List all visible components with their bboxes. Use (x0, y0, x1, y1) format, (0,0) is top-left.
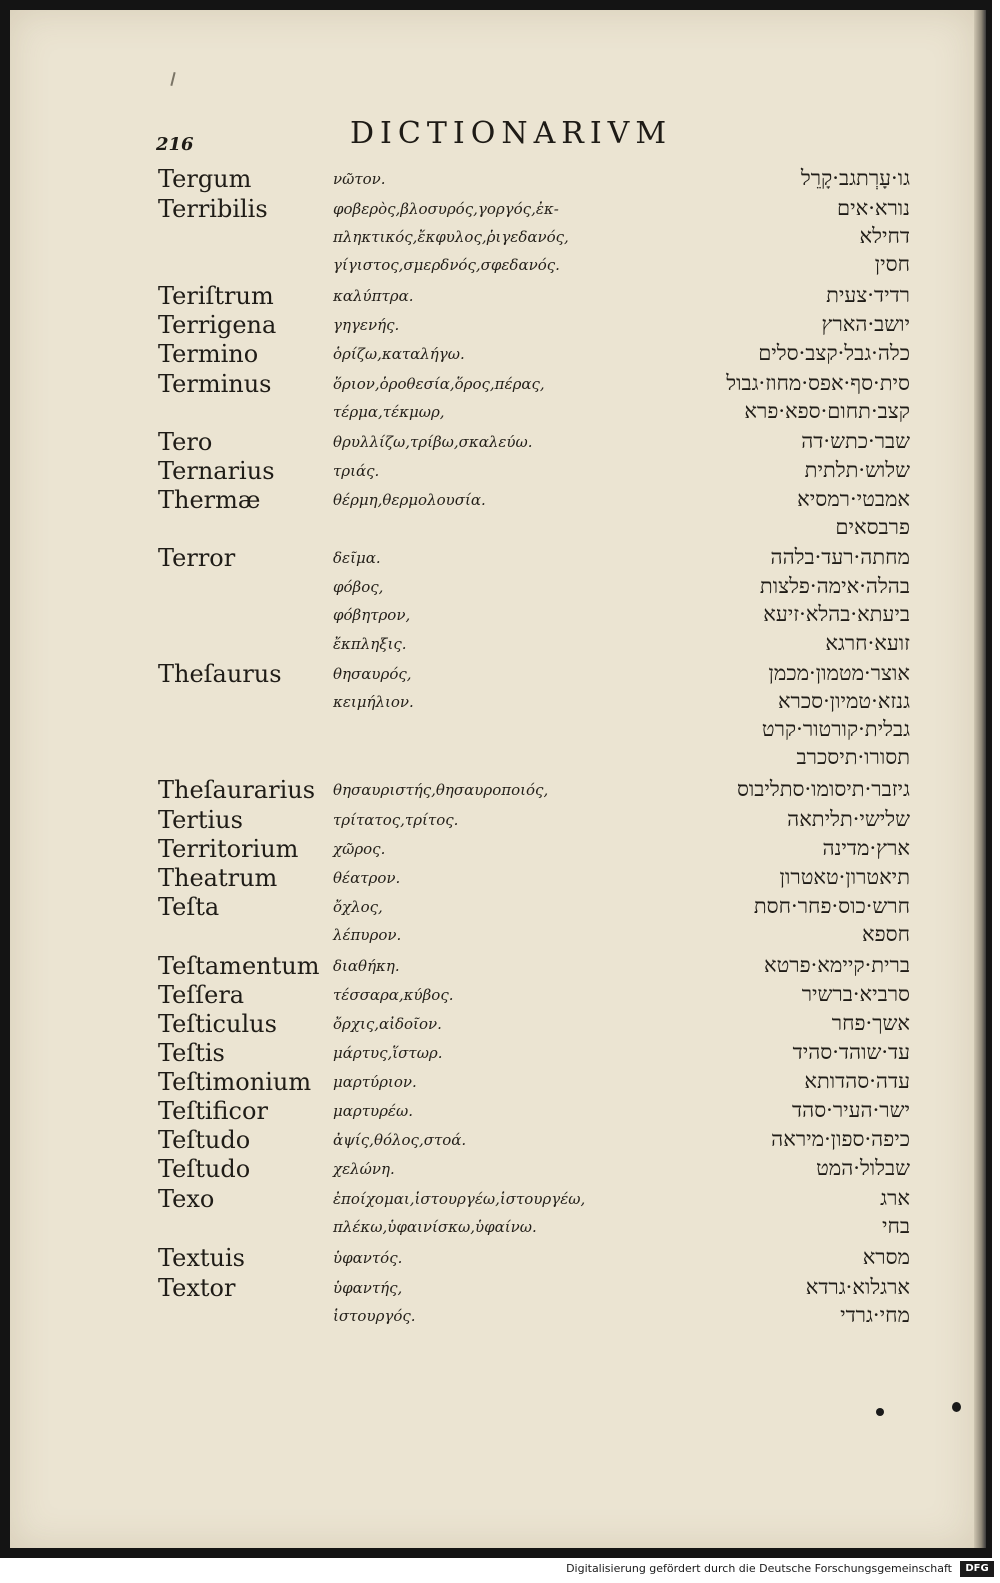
hebrew-gloss: סית·סף·אפס·מחוז·גבול (726, 371, 910, 395)
dictionary-entry (0, 223, 1000, 251)
greek-gloss: λέπυρον. (333, 926, 402, 944)
hebrew-gloss: מחתה·רעד·בלהה (770, 545, 910, 569)
dictionary-entry (0, 251, 1000, 279)
greek-gloss: ὄχλος, (333, 898, 383, 916)
latin-headword: Tergum (158, 165, 252, 193)
hebrew-gloss: שבר·כתש·דה (801, 429, 910, 453)
dictionary-entry (0, 1039, 1000, 1067)
greek-gloss: θέρμη,θερμολουσία. (333, 491, 486, 509)
latin-headword: Termino (158, 340, 259, 368)
hebrew-gloss: גו·עָרְתגב·קָרֵל (800, 166, 910, 190)
latin-headword: Teſſera (158, 981, 245, 1009)
dictionary-entry (0, 282, 1000, 310)
greek-gloss: χῶρος. (333, 840, 386, 858)
greek-gloss: γίγιστος,σμερδνός,σφεδανός. (333, 256, 560, 274)
greek-gloss: θησαυριστής,θησαυροποιός, (333, 781, 549, 799)
greek-gloss: ὑφαντός. (333, 1249, 403, 1267)
greek-gloss: πληκτικός,ἔκφυλος,ῥιγεδανός, (333, 228, 569, 246)
latin-headword: Textuis (158, 1244, 245, 1272)
latin-headword: Theatrum (158, 864, 278, 892)
greek-gloss: τέρμα,τέκμωρ, (333, 403, 445, 421)
greek-gloss: ὑφαντής, (333, 1279, 403, 1297)
greek-gloss: θέατρον. (333, 869, 401, 887)
hebrew-gloss: שלישי·תליתאה (787, 807, 910, 831)
greek-gloss: τριάς. (333, 462, 380, 480)
dictionary-entry (0, 457, 1000, 485)
hebrew-gloss: שלוש·תלתית (804, 458, 910, 482)
latin-headword: Terribilis (158, 195, 268, 223)
hebrew-gloss: פרבסאים (835, 515, 910, 539)
hebrew-gloss: חסין (874, 252, 910, 276)
hebrew-gloss: מסרא (862, 1245, 910, 1269)
dictionary-entry (0, 864, 1000, 892)
hebrew-gloss: רדיד·צעית (826, 283, 910, 307)
hebrew-gloss: זועא·חרגא (825, 631, 910, 655)
dictionary-entry (0, 744, 1000, 772)
greek-gloss: φόβος, (333, 578, 384, 596)
greek-gloss: ὁρίζω,καταλήγω. (333, 345, 465, 363)
dictionary-entry (0, 1068, 1000, 1096)
hebrew-gloss: עד·שוהד·סהיד (792, 1040, 910, 1064)
greek-gloss: φοβερὸς,βλοσυρός,γοργός,ἐκ- (333, 200, 559, 218)
hebrew-gloss: מחי·גרדי (840, 1303, 910, 1327)
latin-headword: Terrigena (158, 311, 277, 339)
dictionary-entry (0, 514, 1000, 542)
dictionary-entry (0, 952, 1000, 980)
dictionary-entry (0, 370, 1000, 398)
dictionary-entry (0, 630, 1000, 658)
dictionary-entry (0, 660, 1000, 688)
dfg-logo: DFG (960, 1561, 994, 1577)
latin-headword: Teſtudo (158, 1126, 251, 1154)
hebrew-gloss: סרביא·ברשיר (801, 982, 910, 1006)
greek-gloss: νῶτον. (333, 170, 386, 188)
dictionary-entry (0, 1185, 1000, 1213)
dictionary-entry (0, 1010, 1000, 1038)
dictionary-entry (0, 1274, 1000, 1302)
hebrew-gloss: אמבטי·רמסיא (797, 487, 910, 511)
hebrew-gloss: ישר·העיר·סהד (792, 1098, 910, 1122)
dictionary-entry (0, 1097, 1000, 1125)
hebrew-gloss: גיזבר·תיסומו·סתליבוס (736, 777, 910, 801)
greek-gloss: καλύπτρα. (333, 287, 414, 305)
latin-headword: Territorium (158, 835, 299, 863)
greek-gloss: γηγενής. (333, 316, 400, 334)
latin-headword: Theſaurarius (158, 776, 316, 804)
greek-gloss: πλέκω,ὑφαινίσκω,ὑφαίνω. (333, 1218, 537, 1236)
dictionary-entry (0, 921, 1000, 949)
hebrew-gloss: ארץ·מדינה (822, 836, 910, 860)
dictionary-entry (0, 776, 1000, 804)
greek-gloss: ἔκπληξις. (333, 635, 407, 653)
latin-headword: Teſtudo (158, 1155, 251, 1183)
dictionary-entry (0, 573, 1000, 601)
dictionary-entry (0, 1302, 1000, 1330)
greek-gloss: ὅριον,ὁροθεσία,ὅρος,πέρας, (333, 375, 545, 393)
greek-gloss: ἀψίς,θόλος,στοά. (333, 1131, 467, 1149)
dictionary-entry (0, 428, 1000, 456)
dictionary-entry (0, 893, 1000, 921)
dictionary-entry (0, 1155, 1000, 1183)
hebrew-gloss: בהלה·אימה·פלצות (759, 574, 910, 598)
footer-credit: Digitalisierung gefördert durch die Deutsche Forschungsgemeinschaft (566, 1562, 952, 1575)
ink-dot (952, 1402, 961, 1412)
hebrew-gloss: כלה·גבל·קצב·סלים (758, 341, 910, 365)
hebrew-gloss: תסורו·תיסכרב (796, 745, 910, 769)
dictionary-entry (0, 1244, 1000, 1272)
greek-gloss: μαρτυρέω. (333, 1102, 413, 1120)
dictionary-entry (0, 716, 1000, 744)
dictionary-entry (0, 601, 1000, 629)
greek-gloss: τέσσαρα,κύβος. (333, 986, 454, 1004)
hebrew-gloss: ארגלוא·גרדא (805, 1275, 910, 1299)
greek-gloss: μάρτυς,ἵστωρ. (333, 1044, 443, 1062)
latin-headword: Teſtamentum (158, 952, 320, 980)
hebrew-gloss: ברית·קיימא·פרטא (763, 953, 910, 977)
running-head: DICTIONARIVM (350, 116, 673, 151)
latin-headword: Terror (158, 544, 236, 572)
latin-headword: Terminus (158, 370, 272, 398)
footer-bar (0, 1558, 1000, 1583)
hebrew-gloss: בחי (881, 1214, 910, 1238)
hebrew-gloss: שבלול·המט (816, 1156, 910, 1180)
greek-gloss: φόβητρον, (333, 606, 411, 624)
hebrew-gloss: אוצר·מטמון·מכמן (768, 661, 910, 685)
hebrew-gloss: גנזא·טמיון·סכרא (777, 689, 910, 713)
hebrew-gloss: כיפה·ספון·מיראה (771, 1127, 910, 1151)
hebrew-gloss: עדה·סהדותא (804, 1069, 910, 1093)
latin-headword: Teſtis (158, 1039, 225, 1067)
latin-headword: Textor (158, 1274, 236, 1302)
ink-dot (876, 1408, 884, 1416)
hebrew-gloss: יושב·הארץ (821, 312, 910, 336)
dictionary-entry (0, 1126, 1000, 1154)
hebrew-gloss: תיאטרון·טאטרון (779, 865, 910, 889)
dictionary-entry (0, 398, 1000, 426)
latin-headword: Theſaurus (158, 660, 282, 688)
hebrew-gloss: ביעתא·בהלא·זיעא (763, 602, 910, 626)
latin-headword: Teſta (158, 893, 220, 921)
hebrew-gloss: ארג (880, 1186, 910, 1210)
dictionary-entry (0, 340, 1000, 368)
hebrew-gloss: אשך·פחר (831, 1011, 910, 1035)
latin-headword: Teſtimonium (158, 1068, 312, 1096)
greek-gloss: χελώνη. (333, 1160, 395, 1178)
dictionary-entry (0, 311, 1000, 339)
hebrew-gloss: נורא·אים (836, 196, 910, 220)
latin-headword: Tertius (158, 806, 243, 834)
greek-gloss: ἱστουργός. (333, 1307, 416, 1325)
greek-gloss: ἐποίχομαι,ἱστουργέω,ἱστουργέω, (333, 1190, 586, 1208)
hebrew-gloss: חרש·כוס·פחר·חסת (753, 894, 910, 918)
hebrew-gloss: קצב·תחום·ספא·פרא (744, 399, 910, 423)
dictionary-entry (0, 165, 1000, 193)
hebrew-gloss: חספא (862, 922, 910, 946)
greek-gloss: μαρτύριον. (333, 1073, 417, 1091)
latin-headword: Teſtificor (158, 1097, 268, 1125)
dictionary-entry (0, 195, 1000, 223)
greek-gloss: θησαυρός, (333, 665, 412, 683)
dictionary-entry (0, 981, 1000, 1009)
latin-headword: Thermæ (158, 486, 261, 514)
greek-gloss: τρίτατος,τρίτος. (333, 811, 459, 829)
dictionary-entry (0, 486, 1000, 514)
hebrew-gloss: דחילא (859, 224, 910, 248)
greek-gloss: θρυλλίζω,τρίβω,σκαλεύω. (333, 433, 533, 451)
dictionary-entry (0, 688, 1000, 716)
hebrew-gloss: גבלית·קורטור·קרט (761, 717, 910, 741)
greek-gloss: δεῖμα. (333, 549, 381, 567)
latin-headword: Tero (158, 428, 213, 456)
latin-headword: Teſticulus (158, 1010, 277, 1038)
dictionary-entry (0, 1213, 1000, 1241)
latin-headword: Teriſtrum (158, 282, 274, 310)
greek-gloss: κειμήλιον. (333, 693, 414, 711)
greek-gloss: διαθήκη. (333, 957, 400, 975)
dictionary-entry (0, 806, 1000, 834)
dictionary-entry (0, 544, 1000, 572)
latin-headword: Ternarius (158, 457, 275, 485)
page-number: 216 (156, 134, 194, 155)
latin-headword: Texo (158, 1185, 215, 1213)
dictionary-entry (0, 835, 1000, 863)
greek-gloss: ὄρχις,αἰδοῖον. (333, 1015, 442, 1033)
